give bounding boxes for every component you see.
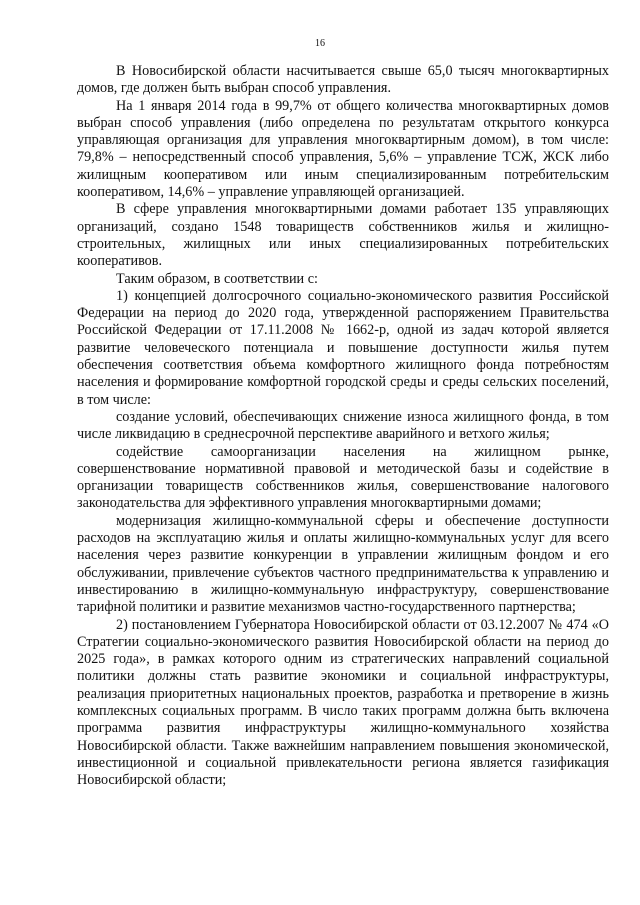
paragraph-item-2-governor-decree: 2) постановлением Губернатора Новосибирской области от 03.12.2007 № 474 «О Стратегии социально-экономического развития Новосибирской области на период до 2025 года», в рамках которого одним из стратегических направлений социальной политики должны стать развитие экономики и социальной инфраструктуры, реализация приоритетных национальных проектов, разработка и претворение в жизнь комплексных социальных программ. В число таких программ должна быть включена программа развития инфраструктуры жилищно-коммунального хозяйства Новосибирской области. Также важнейшим направлением повышения экономической, инвестиционной и социальной привлекательности региона является газификация Новосибирской области; bbox=[77, 616, 609, 789]
paragraph-region-housing-count: В Новосибирской области насчитывается свыше 65,0 тысяч многоквартирных домов, где должен быть выбран способ управления. bbox=[77, 63, 609, 97]
paragraph-accordingly-intro: Таким образом, в соответствии с: bbox=[116, 270, 318, 287]
paragraph-subitem-self-organization: содействие самоорганизации населения на жилищном рынке, совершенствование нормативной правовой и методической базы и содействие в организации товариществ собственников жилья, совершенствование налогового законодательства для эффективного управления многоквартирными домами; bbox=[77, 443, 609, 512]
paragraph-item-1-federal-concept: 1) концепцией долгосрочного социально-экономического развития Российской Федерации на период до 2020 года, утвержденной распоряжением Правительства Российской Федерации от 17.11.2008 № 1662-р, одной из задач которой является развитие человеческого потенциала и повышение доступности жилья путем обеспечения соответствия объема комфортного жилищного фонда потребностям населения и формирование комфортной городской среды и среды сельских поселений, в том числе: bbox=[77, 287, 609, 408]
paragraph-management-organizations: В сфере управления многоквартирными домами работает 135 управляющих организаций, создано 1548 товариществ собственников жилья и жилищно-строительных, жилищных или иных специализированных потребительских кооперативов. bbox=[77, 201, 609, 270]
paragraph-management-method-stats: На 1 января 2014 года в 99,7% от общего количества многоквартирных домов выбран способ управления (либо определена по результатам открытого конкурса управляющая организация для управления многоквартирным домом), в том числе: 79,8% – непосредственный способ управления, 5,6% – управление ТСЖ, ЖСК либо жилищным кооперативом или иным специализированным потребительским кооперативом, 14,6% – управление управляющей организацией. bbox=[77, 97, 609, 201]
paragraph-subitem-housing-wear: создание условий, обеспечивающих снижение износа жилищного фонда, в том числе ликвидацию в среднесрочной перспективе аварийного и ветхого жилья; bbox=[77, 408, 609, 443]
document-body bbox=[77, 63, 609, 789]
paragraph-subitem-modernization: модернизация жилищно-коммунальной сферы и обеспечение доступности расходов на эксплуатацию жилья и оплаты жилищно-коммунальных услуг для всего населения через развитие конкуренции в управлении жилищным фондом и его обслуживании, привлечение субъектов частного предпринимательства к управлению и инвестированию в жилищно-коммунальную инфраструктуру, совершенствование тарифной политики и развитие механизмов частно-государственного партнерства; bbox=[77, 512, 609, 616]
page-number: 16 bbox=[315, 38, 325, 49]
